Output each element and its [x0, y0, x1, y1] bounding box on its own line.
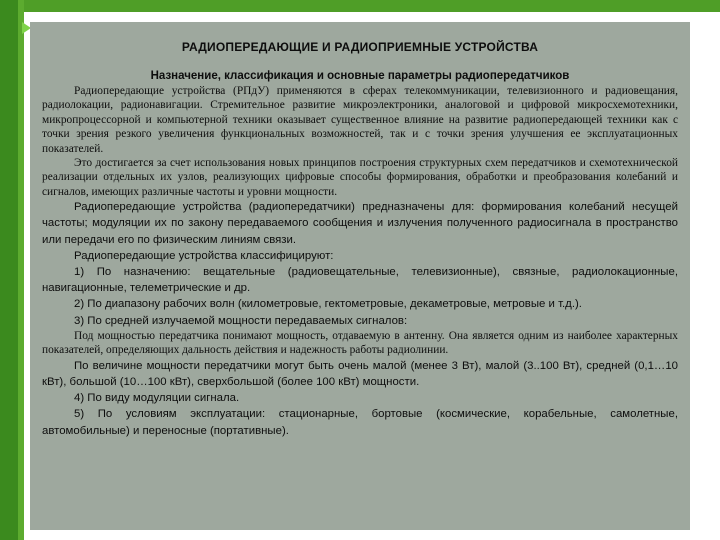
paragraph-power-ranges: По величине мощности передатчики могут быть очень малой (менее 3 Вт), малой (3..100 Вт), средней (0,1…10 кВт), большой (10…100 кВт), сверхбольшой (более 100 кВт) мощности.	[42, 359, 678, 388]
paragraph-power-definition: Под мощностью передатчика понимают мощность, отдаваемую в антенну. Она является одним из наиболее характерных показателей, определяющих дальность действия и надежность работы радиолинии.	[42, 329, 678, 357]
slide-content	[30, 22, 690, 530]
paragraph-purpose: Радиопередающие устройства (радиопередатчики) предназначены для: формирования колебаний несущей частоты; модуляции их по закону передаваемого сообщения и излучения полученного радиосигнала в пространство или передачи его по физическим линиям связи.	[42, 201, 678, 246]
list-item-purpose: 1) По назначению: вещательные (радиовещательные, телевизионные), связные, радиолокационные, навигационные, телеметрические и др.	[42, 266, 678, 295]
slide-title: РАДИОПЕРЕДАЮЩИЕ И РАДИОПРИЕМНЫЕ УСТРОЙСТВА	[181, 40, 539, 54]
list-item-wavelength: 2) По диапазону рабочих волн (километровые, гектометровые, декаметровые, метровые и т.д.).	[74, 298, 582, 311]
paragraph-intro: Радиопередающие устройства (РПдУ) применяются в сферах телекоммуникации, телевизионного и радиовещания, радиолокации, радионавигации. Стремительное развитие микроэлектроники, аналоговой и цифровой микросхемотехники, микропроцессорной и компьютерной техники оказывает существенное влияние на развитие радиопередающей техники как с точки зрения резкого увеличения функциональных возможностей, так и с точки зрения улучшения ее эксплуатационных показателей.	[42, 85, 678, 155]
paragraph-achievement: Это достигается за счет использования новых принципов построения структурных схем передатчиков и схемотехнической реализации отдельных их узлов, реализующих цифровые способы формирования, обработки и преобразования колебаний и сигналов, имеющих различные частоты и уровни мощности.	[42, 157, 678, 198]
list-item-modulation: 4) По виду модуляции сигнала.	[74, 392, 240, 405]
left-green-bar-accent	[18, 0, 24, 540]
paragraph-classification-intro: Радиопередающие устройства классифицируют:	[74, 249, 334, 262]
list-item-operating-conditions: 5) По условиям эксплуатации: стационарные, бортовые (космические, корабельные, самолетные, автомобильные) и переносные (портативные).	[42, 408, 678, 437]
list-item-power: 3) По средней излучаемой мощности передаваемых сигналов:	[74, 314, 408, 327]
left-green-bar	[0, 0, 18, 540]
top-green-bar	[0, 0, 720, 12]
section-subtitle: Назначение, классификация и основные параметры радиопередатчиков	[150, 70, 570, 82]
